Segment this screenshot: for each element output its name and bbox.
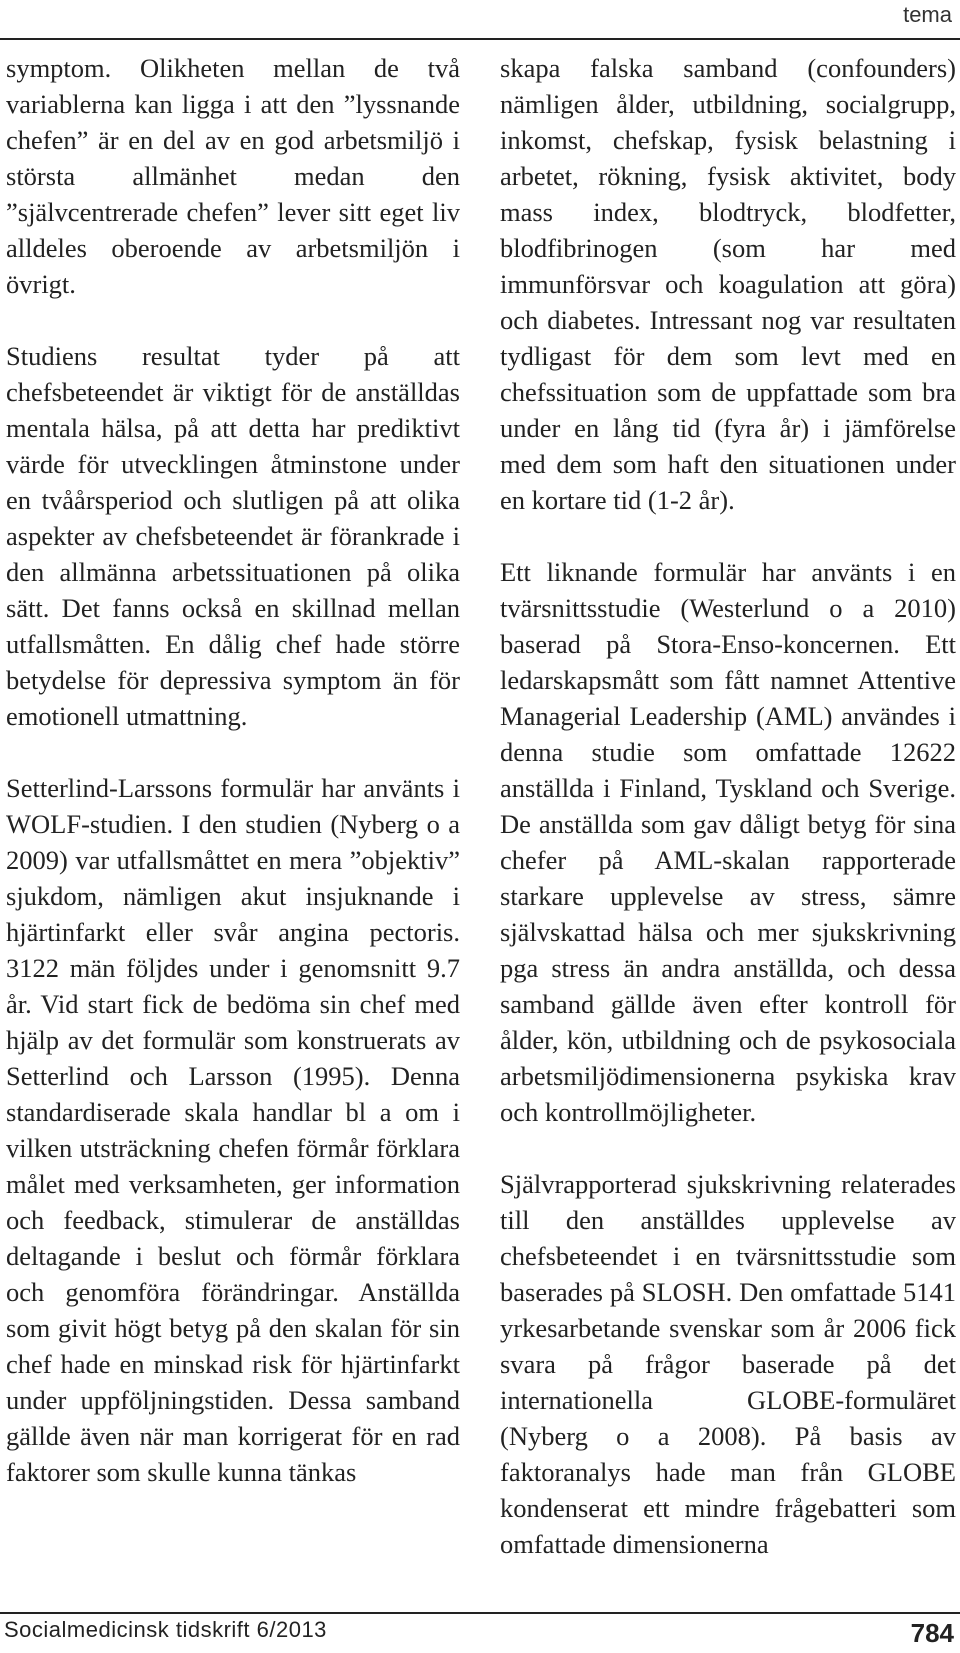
paragraph: symptom. Olikheten mellan de två variablerna kan ligga i att den ”lyssnande chefen” är en del av en god arbetsmiljö i största allmänhet medan den ”självcentrerade chefen” lever sitt eget liv alldeles oberoende av arbetsmiljön i övrigt.: [6, 53, 460, 299]
paragraph: Setterlind-Larssons formulär har använts i WOLF-studien. I den studien (Nyberg o a 2009) var utfallsmåttet en mera ”objektiv” sjukdom, nämligen akut insjuknande i hjärtinfarkt eller svår angina pectoris. 3122 män följdes under i genomsnitt 9.7 år. Vid start fick de bedöma sin chef med hjälp av det formulär som konstruerats av Setterlind och Larsson (1995). Denna standardiserade skala handlar bl a om i vilken utsträckning chefen förmår förklara målet med verksamheten, ger information och feedback, stimulerar de anställdas deltagande i beslut och förmår förklara och genomföra förändringar. Anställda som givit högt betyg på den skalan för sin chef hade en minskad risk för hjärtinfarkt under uppföljningstiden. Dessa samband gällde även när man korrigerat för en rad faktorer som skulle kunna tänkas: [6, 773, 460, 1487]
journal-name: Socialmedicinsk tidskrift 6/2013: [4, 1617, 327, 1642]
page-number: 784: [910, 1618, 954, 1648]
footer-divider: [0, 1612, 960, 1614]
left-column: [6, 50, 460, 1490]
paragraph: Ett liknande formulär har använts i en tvärsnittsstudie (Westerlund o a 2010) baserad på Stora-Enso-koncernen. Ett ledarskapsmått som fått namnet Attentive Managerial Leadership (AML) användes i denna studie som omfattade 12622 anställda i Finland, Tyskland och Sverige. De anställda som gav dåligt betyg för sina chefer på AML-skalan rapporterade starkare upplevelse av stress, sämre självskattad hälsa och mer sjukskrivning pga stress än andra anställda, och dessa samband gällde även efter kontroll för ålder, kön, utbildning och de psykosociala arbetsmiljödimensionerna psykiska krav och kontrollmöjligheter.: [500, 557, 956, 1127]
section-tag: tema: [903, 2, 952, 27]
paragraph: skapa falska samband (confounders) nämligen ålder, utbildning, socialgrupp, inkomst, chefskap, fysisk belastning i arbetet, rökning, fysisk aktivitet, body mass index, blodtryck, blodfetter, blodfibrinogen (som har med immunförsvar och koagulation att göra) och diabetes. Intressant nog var resultaten tydligast för dem som levt med en chefssituation som de uppfattade som bra under en lång tid (fyra år) i jämförelse med dem som haft den situationen under en kortare tid (1-2 år).: [500, 53, 956, 515]
paragraph: Studiens resultat tyder på att chefsbeteendet är viktigt för de anställdas mentala hälsa, på att detta har prediktivt värde för utvecklingen åtminstone under en tvåårsperiod och slutligen på att olika aspekter av chefsbeteendet är förankrade i den allmänna arbetssituationen på olika sätt. Det fanns också en skillnad mellan utfallsmåtten. En dålig chef hade större betydelse för depressiva symptom än för emotionell utmattning.: [6, 341, 460, 731]
right-column: [500, 50, 956, 1562]
paragraph: Självrapporterad sjukskrivning relaterades till den anställdes upplevelse av chefsbeteendet i en tvärsnittsstudie som baserades på SLOSH. Den omfattade 5141 yrkesarbetande svenskar som år 2006 fick svara på frågor baserade på det internationella GLOBE-formuläret (Nyberg o a 2008). På basis av faktoranalys hade man från GLOBE kondenserat ett mindre frågebatteri som omfattade dimensionerna: [500, 1169, 956, 1559]
header-divider: [0, 38, 960, 40]
